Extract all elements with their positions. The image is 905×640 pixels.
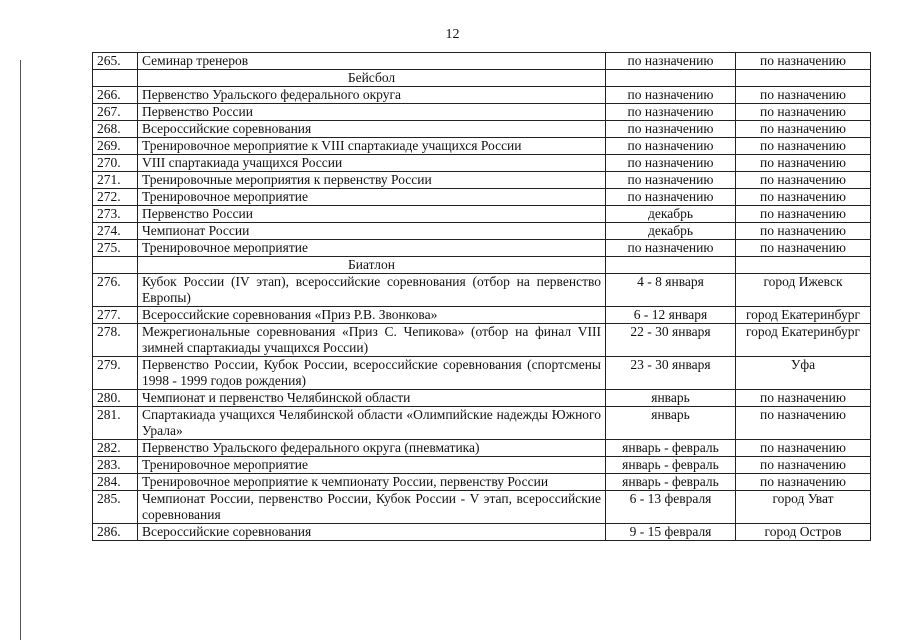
- event-date: 6 - 12 января: [606, 307, 736, 324]
- event-name: Всероссийские соревнования: [138, 121, 606, 138]
- event-date: по назначению: [606, 155, 736, 172]
- event-number: 272.: [93, 189, 138, 206]
- event-place: по назначению: [736, 189, 871, 206]
- event-date: 9 - 15 февраля: [606, 524, 736, 541]
- section-header-row: [93, 257, 871, 274]
- event-name: Межрегиональные соревнования «Приз С. Чепикова» (отбор на финал VIII зимней спартакиады учащихся России): [138, 324, 606, 357]
- event-date: январь - февраль: [606, 457, 736, 474]
- table-row: [93, 440, 871, 457]
- event-number: 267.: [93, 104, 138, 121]
- table-row: [93, 491, 871, 524]
- table-row: [93, 138, 871, 155]
- event-place: по назначению: [736, 172, 871, 189]
- event-place: по назначению: [736, 223, 871, 240]
- event-name: Семинар тренеров: [138, 53, 606, 70]
- event-place: по назначению: [736, 240, 871, 257]
- section-num-cell: [93, 257, 138, 274]
- event-name: Чемпионат и первенство Челябинской области: [138, 390, 606, 407]
- table-row: [93, 206, 871, 223]
- event-date: по назначению: [606, 104, 736, 121]
- event-date: по назначению: [606, 121, 736, 138]
- event-date: по назначению: [606, 53, 736, 70]
- table-row: [93, 307, 871, 324]
- table-row: [93, 104, 871, 121]
- event-date: по назначению: [606, 189, 736, 206]
- event-place: по назначению: [736, 457, 871, 474]
- table-row: [93, 457, 871, 474]
- table-row: [93, 407, 871, 440]
- event-place: город Остров: [736, 524, 871, 541]
- table-row: [93, 121, 871, 138]
- event-number: 276.: [93, 274, 138, 307]
- event-number: 266.: [93, 87, 138, 104]
- table-row: [93, 53, 871, 70]
- event-date: 22 - 30 января: [606, 324, 736, 357]
- table-row: [93, 524, 871, 541]
- event-name: Всероссийские соревнования: [138, 524, 606, 541]
- event-number: 268.: [93, 121, 138, 138]
- section-date-cell: [606, 257, 736, 274]
- event-name: Тренировочные мероприятия к первенству России: [138, 172, 606, 189]
- event-date: 6 - 13 февраля: [606, 491, 736, 524]
- events-table: [92, 52, 871, 541]
- event-date: по назначению: [606, 172, 736, 189]
- event-date: январь: [606, 407, 736, 440]
- event-place: по назначению: [736, 390, 871, 407]
- event-number: 280.: [93, 390, 138, 407]
- event-name: Тренировочное мероприятие к чемпионату России, первенству России: [138, 474, 606, 491]
- event-date: по назначению: [606, 138, 736, 155]
- event-name: Тренировочное мероприятие: [138, 457, 606, 474]
- table-row: [93, 390, 871, 407]
- table-row: [93, 474, 871, 491]
- section-header-row: [93, 70, 871, 87]
- section-place-cell: [736, 257, 871, 274]
- event-number: 283.: [93, 457, 138, 474]
- page-number: 12: [445, 27, 460, 42]
- table-row: [93, 357, 871, 390]
- event-number: 274.: [93, 223, 138, 240]
- event-name: Первенство России: [138, 104, 606, 121]
- event-name: Тренировочное мероприятие: [138, 240, 606, 257]
- event-date: январь: [606, 390, 736, 407]
- event-name: Первенство России, Кубок России, всероссийские соревнования (спортсмены 1998 - 1999 годов рождения): [138, 357, 606, 390]
- event-number: 275.: [93, 240, 138, 257]
- event-place: город Екатеринбург: [736, 324, 871, 357]
- section-title: Биатлон: [138, 257, 606, 274]
- event-place: город Екатеринбург: [736, 307, 871, 324]
- event-place: по назначению: [736, 407, 871, 440]
- event-date: декабрь: [606, 206, 736, 223]
- event-number: 284.: [93, 474, 138, 491]
- event-name: Первенство Уральского федерального округа (пневматика): [138, 440, 606, 457]
- event-date: январь - февраль: [606, 474, 736, 491]
- event-number: 270.: [93, 155, 138, 172]
- event-number: 277.: [93, 307, 138, 324]
- event-place: город Уват: [736, 491, 871, 524]
- event-place: город Ижевск: [736, 274, 871, 307]
- event-number: 269.: [93, 138, 138, 155]
- event-date: по назначению: [606, 240, 736, 257]
- table-row: [93, 189, 871, 206]
- table-row: [93, 240, 871, 257]
- event-number: 265.: [93, 53, 138, 70]
- event-place: по назначению: [736, 155, 871, 172]
- event-name: Первенство Уральского федерального округа: [138, 87, 606, 104]
- event-number: 282.: [93, 440, 138, 457]
- event-name: Всероссийские соревнования «Приз Р.В. Звонкова»: [138, 307, 606, 324]
- event-place: по назначению: [736, 138, 871, 155]
- event-place: по назначению: [736, 440, 871, 457]
- event-place: по назначению: [736, 474, 871, 491]
- event-number: 279.: [93, 357, 138, 390]
- section-place-cell: [736, 70, 871, 87]
- table-row: [93, 274, 871, 307]
- event-name: Первенство России: [138, 206, 606, 223]
- event-name: Кубок России (IV этап), всероссийские соревнования (отбор на первенство Европы): [138, 274, 606, 307]
- event-name: Тренировочное мероприятие к VIII спартакиаде учащихся России: [138, 138, 606, 155]
- event-place: по назначению: [736, 104, 871, 121]
- event-place: по назначению: [736, 121, 871, 138]
- event-number: 278.: [93, 324, 138, 357]
- event-date: январь - февраль: [606, 440, 736, 457]
- page-edge-rule: [20, 60, 21, 640]
- event-number: 271.: [93, 172, 138, 189]
- event-name: Спартакиада учащихся Челябинской области «Олимпийские надежды Южного Урала»: [138, 407, 606, 440]
- event-name: Тренировочное мероприятие: [138, 189, 606, 206]
- table-row: [93, 324, 871, 357]
- event-number: 281.: [93, 407, 138, 440]
- event-date: 4 - 8 января: [606, 274, 736, 307]
- table-row: [93, 87, 871, 104]
- event-name: VIII спартакиада учащихся России: [138, 155, 606, 172]
- event-place: по назначению: [736, 87, 871, 104]
- event-number: 285.: [93, 491, 138, 524]
- event-date: по назначению: [606, 87, 736, 104]
- section-date-cell: [606, 70, 736, 87]
- event-number: 273.: [93, 206, 138, 223]
- event-place: по назначению: [736, 206, 871, 223]
- section-title: Бейсбол: [138, 70, 606, 87]
- table-row: [93, 223, 871, 240]
- event-date: 23 - 30 января: [606, 357, 736, 390]
- event-place: по назначению: [736, 53, 871, 70]
- section-num-cell: [93, 70, 138, 87]
- event-place: Уфа: [736, 357, 871, 390]
- event-number: 286.: [93, 524, 138, 541]
- event-date: декабрь: [606, 223, 736, 240]
- event-name: Чемпионат России: [138, 223, 606, 240]
- table-row: [93, 172, 871, 189]
- table-row: [93, 155, 871, 172]
- event-name: Чемпионат России, первенство России, Кубок России - V этап, всероссийские соревнования: [138, 491, 606, 524]
